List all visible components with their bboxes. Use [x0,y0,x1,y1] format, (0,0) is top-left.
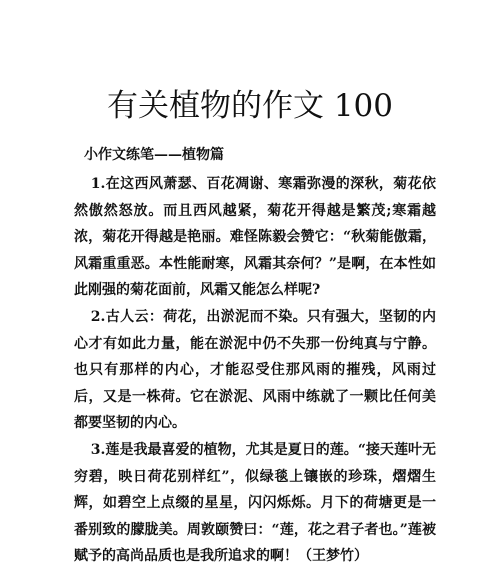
paragraph-chrysanthemum: 1.在这西风萧瑟、百花凋谢、寒霜弥漫的深秋，菊花依然傲然怒放。而且西风越紧，菊花开得越是繁茂;寒霜越浓，菊花开得越是艳丽。难怪陈毅会赞它：“秋菊能傲霜，风霜重重恶。本性能耐寒，风霜其奈何？”是啊，在本性如此刚强的菊花面前，风霜又能怎么样呢? [74,176,436,299]
paragraph-lotus-summer: 3.莲是我最喜爱的植物，尤其是夏日的莲。“接天莲叶无穷碧，映日荷花别样红”，似绿毯上镶嵌的珍珠，熠熠生辉，如碧空上点缀的星星，闪闪烁烁。月下的荷塘更是一番别致的朦胧美。周敦颐赞曰：“莲，花之君子者也。”莲被赋予的高尚品质也是我所追求的啊！（王梦竹） [74,441,436,565]
document-body [74,171,436,570]
document-title: 有关植物的作文 100 [106,88,394,124]
paragraph-lotus-ancient: 2.古人云：荷花，出淤泥而不染。只有强大，坚韧的内心才有如此力量，能在淤泥中仍不失那一份纯真与宁静。也只有那样的内心，才能忍受住那风雨的摧残，风雨过后，又是一株荷。它在淤泥、风雨中练就了一颗比任何美都要坚韧的内心。 [74,308,436,432]
document-subtitle: 小作文练笔——植物篇 [84,147,224,163]
